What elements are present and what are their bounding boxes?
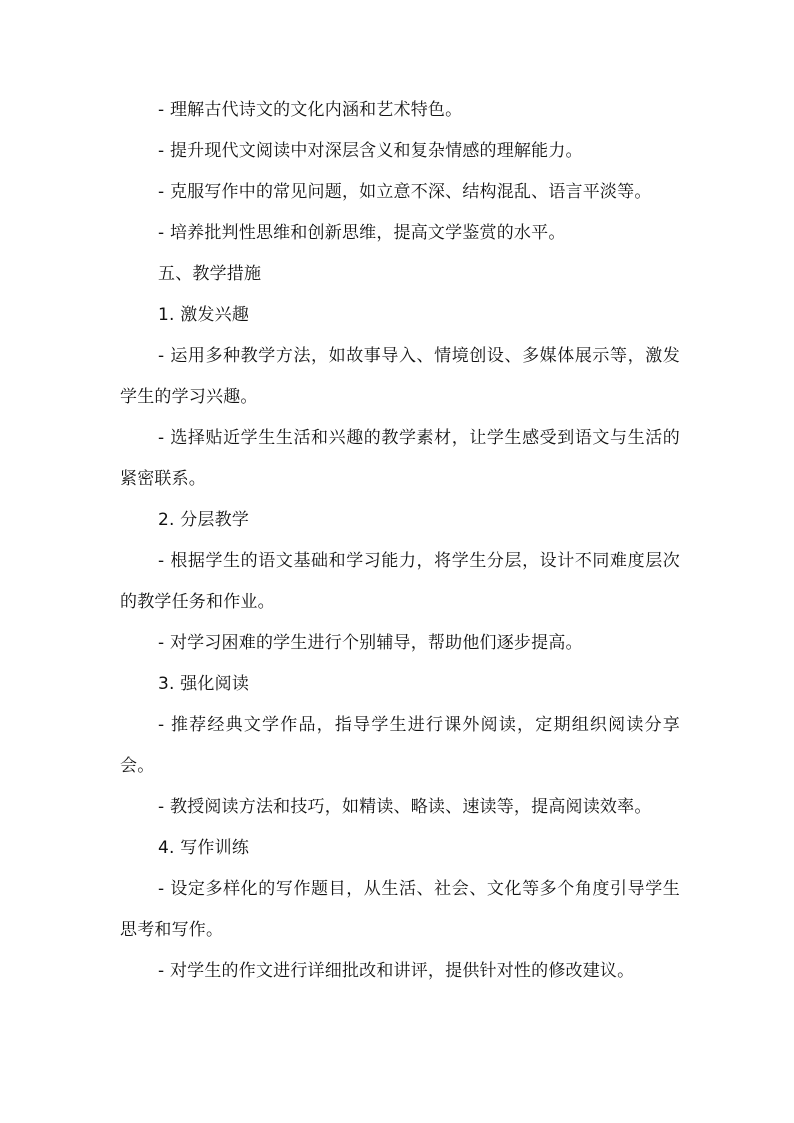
measure-item-essay-feedback: - 对学生的作文进行详细批改和讲评，提供针对性的修改建议。	[158, 961, 635, 981]
measure-item-teaching-methods: - 运用多种教学方法，如故事导入、情境创设、多媒体展示等，激发学生的学习兴趣。	[120, 346, 680, 407]
subheading-strengthen-reading: 3. 强化阅读	[158, 674, 250, 694]
document-body	[120, 90, 680, 992]
goal-item-writing-problems: - 克服写作中的常见问题，如立意不深、结构混乱、语言平淡等。	[158, 182, 652, 202]
measure-item-layering: - 根据学生的语文基础和学习能力，将学生分层，设计不同难度层次的教学任务和作业。	[120, 551, 680, 612]
subheading-layered-teaching: 2. 分层教学	[158, 510, 250, 530]
measure-item-individual-tutoring: - 对学习困难的学生进行个别辅导，帮助他们逐步提高。	[158, 633, 583, 653]
goal-item-critical-thinking: - 培养批判性思维和创新思维，提高文学鉴赏的水平。	[158, 223, 566, 243]
section-heading-teaching-measures: 五、教学措施	[158, 264, 262, 284]
goal-item-modern-reading: - 提升现代文阅读中对深层含义和复杂情感的理解能力。	[158, 141, 583, 161]
measure-item-reading-methods: - 教授阅读方法和技巧，如精读、略读、速读等，提高阅读效率。	[158, 797, 652, 817]
measure-item-teaching-materials: - 选择贴近学生生活和兴趣的教学素材，让学生感受到语文与生活的紧密联系。	[120, 428, 680, 489]
measure-item-recommend-classics: - 推荐经典文学作品，指导学生进行课外阅读，定期组织阅读分享会。	[120, 715, 680, 776]
subheading-stimulate-interest: 1. 激发兴趣	[158, 305, 250, 325]
goal-item-ancient-poetry: - 理解古代诗文的文化内涵和艺术特色。	[158, 100, 463, 120]
measure-item-writing-topics: - 设定多样化的写作题目，从生活、社会、文化等多个角度引导学生思考和写作。	[120, 879, 680, 940]
subheading-writing-training: 4. 写作训练	[158, 838, 250, 858]
